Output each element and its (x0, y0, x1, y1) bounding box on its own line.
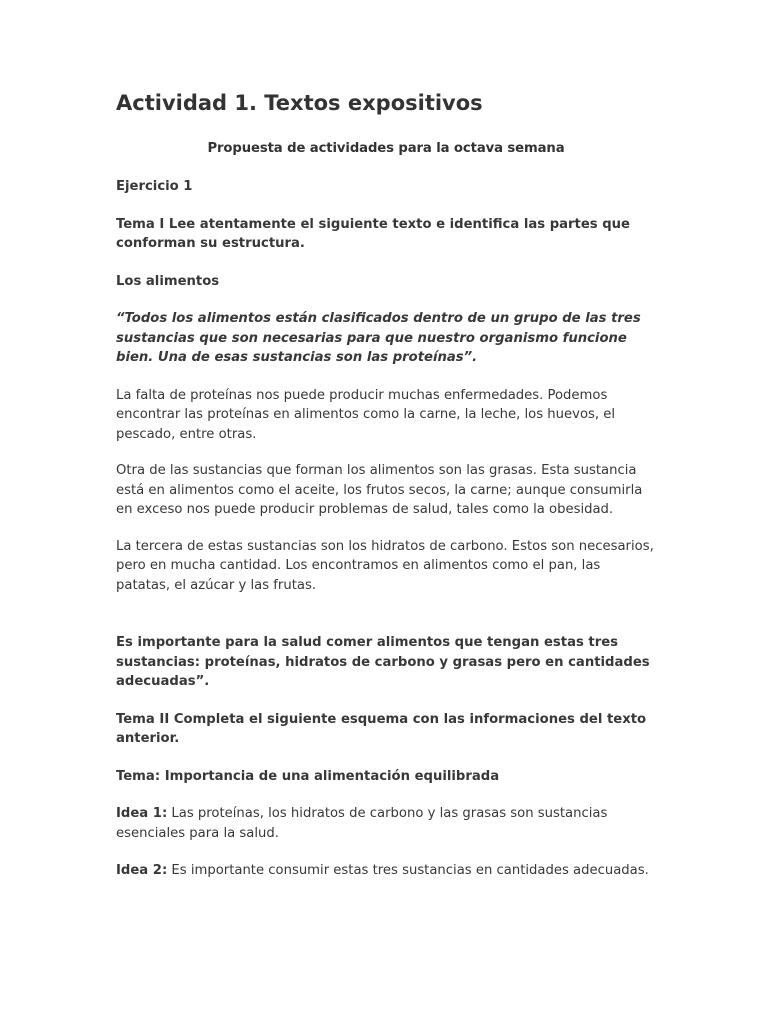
tema-2-instruction: Tema II Completa el siguiente esquema con las informaciones del texto anterior. (116, 711, 647, 746)
idea-1-label: Idea 1: (116, 806, 168, 821)
paragraph-proteins: La falta de proteínas nos puede producir muchas enfermedades. Podemos encontrar las proteínas en alimentos como la carne, la leche, los huevos, el pescado, entre otras. (116, 387, 616, 442)
page-title: Actividad 1. Textos expositivos (116, 91, 483, 115)
tema-1-instruction: Tema I Lee atentamente el siguiente texto e identifica las partes que conforman su estructura. (116, 216, 631, 251)
paragraph-fats: Otra de las sustancias que forman los alimentos son las grasas. Esta sustancia está en alimentos como el aceite, los frutos secos, la carne; aunque consumirla en exceso nos puede producir problemas de salud, tales como la obesidad. (116, 463, 643, 517)
paragraph-carbohydrates: La tercera de estas sustancias son los hidratos de carbono. Estos son necesarios, pero en mucha cantidad. Los encontramos en alimentos como el pan, las patatas, el azúcar y las frutas. (116, 538, 654, 593)
text-title: Los alimentos (116, 273, 220, 289)
idea-2-text: Es importante consumir estas tres sustancias en cantidades adecuadas. (167, 863, 649, 878)
tema-line: Tema: Importancia de una alimentación equilibrada (116, 768, 500, 784)
idea-2 (116, 861, 656, 881)
intro-quote: “Todos los alimentos están clasificados dentro de un grupo de las tres sustancias que son necesarias para que nuestro organismo funcione bien. Una de esas sustancias son las proteínas”. (116, 311, 641, 365)
idea-1-text: Las proteínas, los hidratos de carbono y las grasas son sustancias esenciales para la salud. (116, 806, 608, 841)
conclusion-paragraph: Es importante para la salud comer alimentos que tengan estas tres sustancias: proteínas, hidratos de carbono y grasas pero en cantidades adecuadas”. (116, 635, 650, 689)
page-subtitle: Propuesta de actividades para la octava semana (207, 141, 565, 156)
document-page (116, 88, 656, 881)
blank-space (116, 595, 656, 633)
exercise-heading: Ejercicio 1 (116, 179, 193, 194)
idea-1 (116, 804, 656, 843)
idea-2-label: Idea 2: (116, 863, 168, 878)
